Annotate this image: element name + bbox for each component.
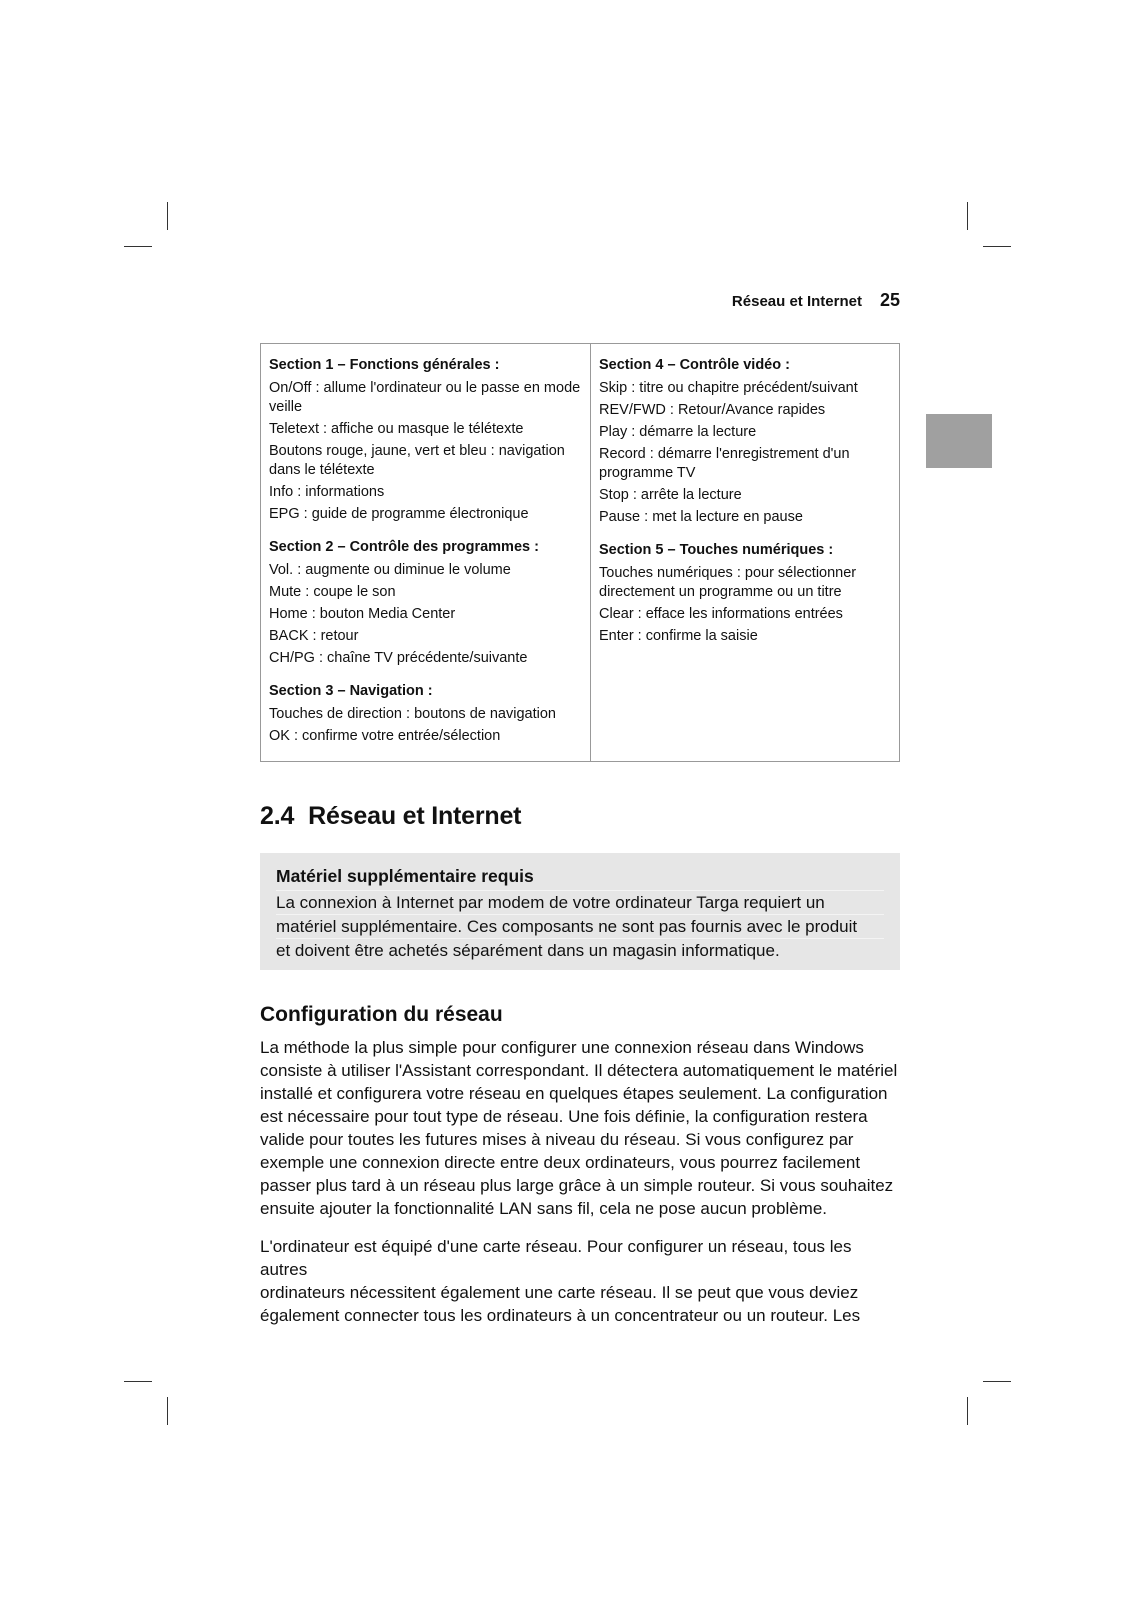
table-column-right: [591, 344, 899, 761]
section-title: Section 5 – Touches numériques :: [599, 542, 834, 558]
paragraph-line: également connecter tous les ordinateurs à un concentrateur ou un routeur. Les: [260, 1306, 861, 1325]
running-header-title: Réseau et Internet: [731, 293, 862, 310]
table-section: [269, 538, 582, 668]
section-heading: [260, 802, 521, 831]
section-title-text: Réseau et Internet: [308, 802, 522, 830]
crop-mark: [967, 1397, 968, 1425]
paragraph-line: passer plus tard à un réseau plus large grâce à un simple routeur. Si vous souhaitez: [260, 1176, 894, 1195]
remote-control-sections-table: [260, 343, 900, 762]
paragraph-line: consiste à utiliser l'Assistant correspondant. Il détectera automatiquement le matériel: [260, 1061, 898, 1080]
note-line: et doivent être achetés séparément dans un magasin informatique.: [276, 938, 884, 962]
section-item: OK : confirme votre entrée/sélection: [269, 728, 501, 744]
note-title: Matériel supplémentaire requis: [276, 866, 534, 886]
paragraph-line: ordinateurs nécessitent également une carte réseau. Il se peut que vous deviez: [260, 1283, 859, 1302]
running-header: [732, 290, 900, 311]
crop-mark: [167, 1397, 168, 1425]
section-title: Section 3 – Navigation :: [269, 683, 433, 699]
page-number: 25: [879, 290, 900, 310]
paragraph-line: L'ordinateur est équipé d'une carte réseau. Pour configurer un réseau, tous les autres: [260, 1237, 852, 1279]
section-item: Vol. : augmente ou diminue le volume: [269, 562, 511, 578]
paragraph-line: valide pour toutes les futures mises à niveau du réseau. Si vous configurez par: [260, 1130, 854, 1149]
section-item: Touches numériques : pour sélectionner directement un programme ou un titre: [599, 565, 857, 600]
table-section: [269, 356, 582, 524]
section-item: Stop : arrête la lecture: [599, 487, 742, 503]
section-item: Record : démarre l'enregistrement d'un programme TV: [599, 446, 850, 481]
paragraph-line: exemple une connexion directe entre deux ordinateurs, vous pourrez facilement: [260, 1153, 861, 1172]
table-section: [269, 682, 582, 746]
subsection-heading: Configuration du réseau: [260, 1003, 503, 1026]
crop-mark: [167, 202, 168, 230]
section-item: Teletext : affiche ou masque le télétexte: [269, 421, 524, 437]
table-section: [599, 356, 891, 527]
crop-mark: [983, 246, 1011, 247]
body-paragraph: [260, 1036, 900, 1220]
crop-mark: [967, 202, 968, 230]
section-item: Enter : confirme la saisie: [599, 628, 758, 644]
section-item: Touches de direction : boutons de navigation: [269, 706, 556, 722]
section-item: Play : démarre la lecture: [599, 424, 757, 440]
section-item: CH/PG : chaîne TV précédente/suivante: [269, 650, 528, 666]
paragraph-line: est nécessaire pour tout type de réseau. Une fois définie, la configuration restera: [260, 1107, 868, 1126]
table-column-left: [261, 344, 591, 761]
paragraph-line: installé et configurera votre réseau en quelques étapes seulement. La configuration: [260, 1084, 888, 1103]
body-paragraph: [260, 1235, 900, 1327]
section-title: Section 4 – Contrôle vidéo :: [599, 357, 790, 373]
note-box: [260, 853, 900, 970]
crop-mark: [983, 1381, 1011, 1382]
note-line: La connexion à Internet par modem de votre ordinateur Targa requiert un: [276, 890, 884, 914]
section-item: Pause : met la lecture en pause: [599, 509, 803, 525]
section-title: Section 2 – Contrôle des programmes :: [269, 539, 539, 555]
section-item: Clear : efface les informations entrées: [599, 606, 843, 622]
note-line: matériel supplémentaire. Ces composants ne sont pas fournis avec le produit: [276, 914, 884, 938]
section-number: 2.4: [260, 802, 295, 830]
section-item: REV/FWD : Retour/Avance rapides: [599, 402, 826, 418]
section-item: Info : informations: [269, 484, 385, 500]
section-item: BACK : retour: [269, 628, 359, 644]
section-item: Mute : coupe le son: [269, 584, 396, 600]
section-item: Home : bouton Media Center: [269, 606, 456, 622]
crop-mark: [124, 1381, 152, 1382]
crop-mark: [124, 246, 152, 247]
section-item: Skip : titre ou chapitre précédent/suivant: [599, 380, 858, 396]
section-item: On/Off : allume l'ordinateur ou le passe en mode veille: [269, 380, 581, 415]
paragraph-line: La méthode la plus simple pour configurer une connexion réseau dans Windows: [260, 1038, 864, 1057]
paragraph-line: ensuite ajouter la fonctionnalité LAN sans fil, cela ne pose aucun problème.: [260, 1199, 828, 1218]
section-title: Section 1 – Fonctions générales :: [269, 357, 500, 373]
section-item: Boutons rouge, jaune, vert et bleu : navigation dans le télétexte: [269, 443, 565, 478]
chapter-side-tab: [926, 414, 992, 468]
section-item: EPG : guide de programme électronique: [269, 506, 529, 522]
table-section: [599, 541, 891, 646]
